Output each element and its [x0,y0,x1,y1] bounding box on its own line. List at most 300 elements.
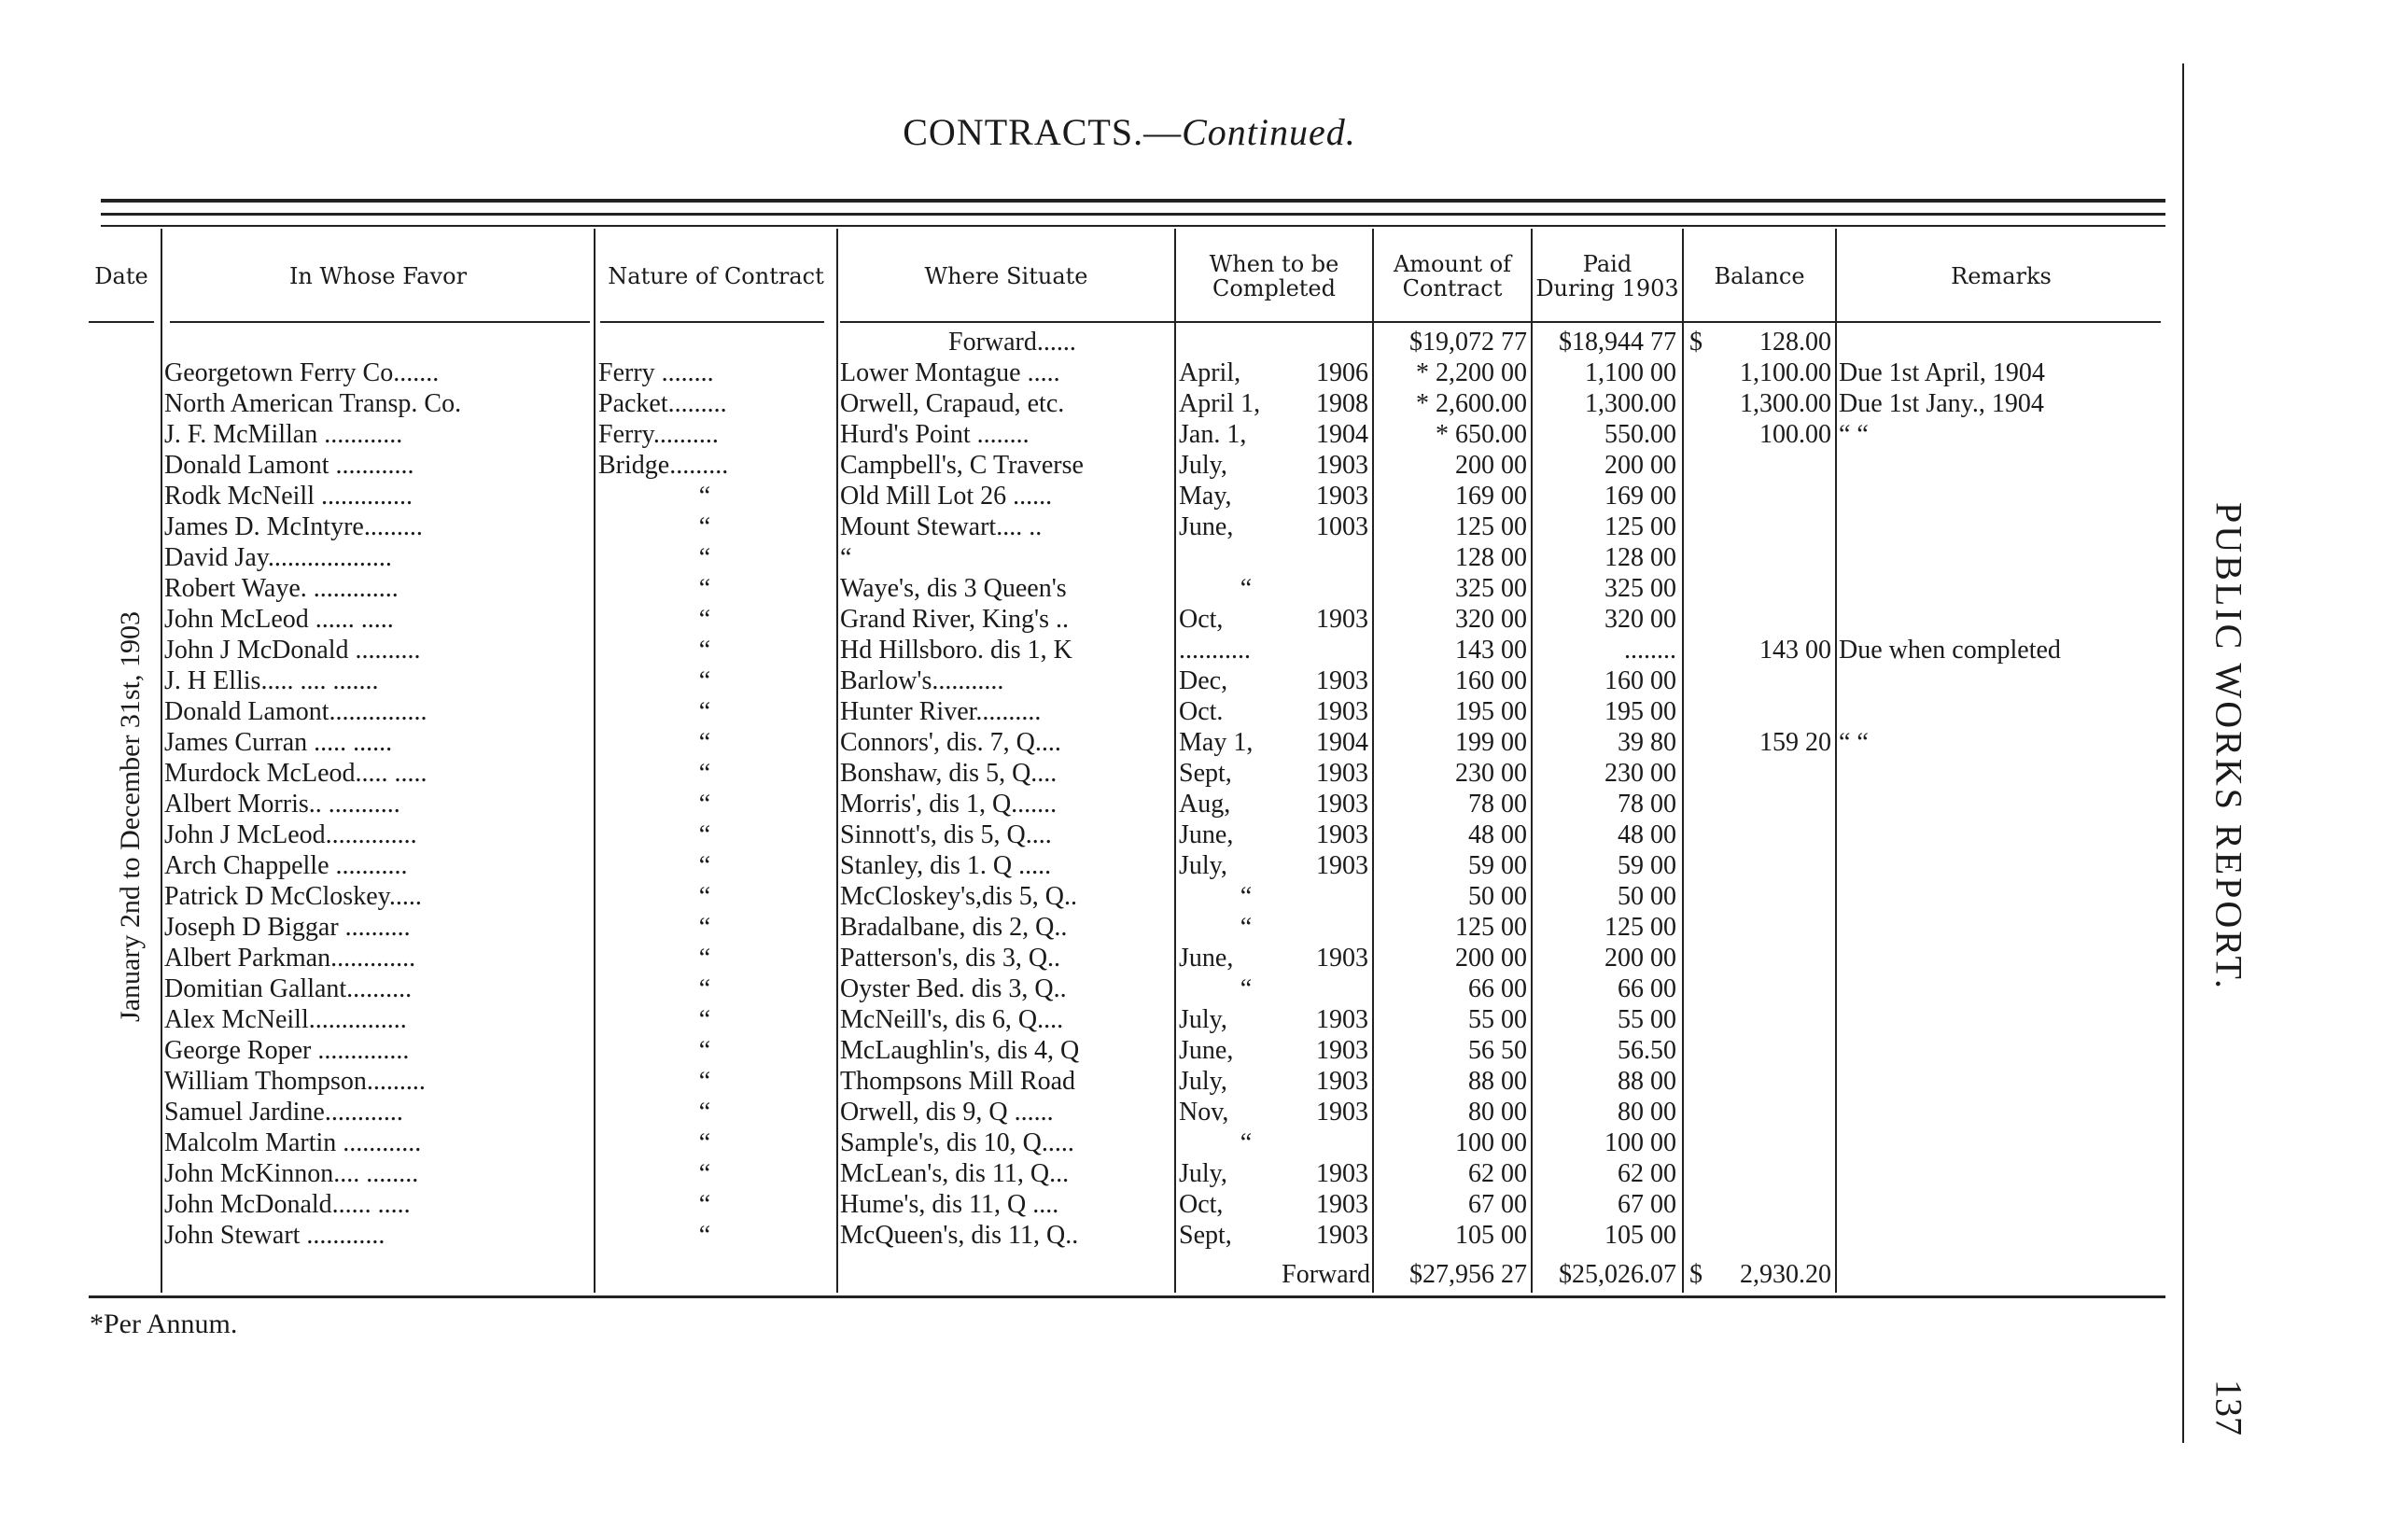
cell-where: “ [840,543,852,572]
cell-balance [1684,819,1831,850]
cell-remarks: Due 1st April, 1904 [1839,358,2045,387]
cell-balance [1684,1097,1831,1127]
cell-where: Barlow's........... [840,666,1004,695]
cell-nature: “ [698,759,711,788]
cell-paid: 50 00 [1618,882,1676,911]
cell-amount: 125 00 [1455,913,1527,942]
cell-when-m: May 1, [1179,728,1254,757]
cell-nature: “ [698,1159,711,1188]
forward-top-label: Forward...... [948,328,1076,357]
cell-when-m: “ [1240,882,1253,911]
cell-amount: 66 00 [1468,974,1527,1003]
cell-balance [1684,1158,1831,1189]
cell-when-m: “ [1240,574,1253,603]
cell-paid: 88 00 [1618,1067,1676,1096]
cell-favor: Albert Morris.. ........... [164,790,400,819]
cell-favor: Georgetown Ferry Co....... [164,358,440,387]
header-date: Date [94,263,148,289]
cell-amount: 195 00 [1455,697,1527,726]
cell-nature: “ [698,728,711,757]
cell-when-m: June, [1179,944,1234,973]
cell-when-y [1288,881,1368,912]
cell-paid: 67 00 [1618,1190,1676,1219]
cell-paid: 325 00 [1604,574,1676,603]
cell-when-y [1288,1127,1368,1158]
cell-amount: 230 00 [1455,759,1527,788]
header-underline-date [89,321,154,323]
cell-favor: John J McDonald .......... [164,636,421,665]
cell-balance [1684,973,1831,1004]
cell-amount: * 2,200 00 [1416,358,1527,387]
cell-when-y [1288,573,1368,604]
cell-nature: “ [698,974,711,1003]
cell-amount: 80 00 [1468,1098,1527,1127]
cell-where: Bonshaw, dis 5, Q.... [840,759,1058,788]
cell-paid: 105 00 [1604,1221,1676,1250]
cell-where: Old Mill Lot 26 ...... [840,482,1053,511]
cell-remarks [1839,1220,2162,1251]
cell-remarks: “ “ [1839,420,1869,449]
cell-favor: Murdock McLeod..... ..... [164,759,427,788]
forward-bottom-amount: $27,956 27 [1409,1260,1527,1289]
cell-nature: “ [698,605,711,634]
cell-where: McQueen's, dis 11, Q.. [840,1221,1079,1250]
cell-nature: Packet......... [598,389,727,418]
cell-when-m: Oct, [1179,605,1224,634]
cell-amount: 55 00 [1468,1005,1527,1034]
cell-remarks [1839,696,2162,727]
cell-where: Hume's, dis 11, Q .... [840,1190,1059,1219]
cell-where: Morris', dis 1, Q....... [840,790,1058,819]
page-number: 137 [2207,1379,2250,1435]
cell-remarks [1839,450,2162,481]
cell-balance [1684,789,1831,819]
cell-paid: 200 00 [1604,451,1676,480]
cell-when-y: 1904 [1316,420,1368,449]
cell-when-m: “ [1240,974,1253,1003]
cell-favor: J. F. McMillan ............ [164,420,403,449]
cell-remarks [1839,604,2162,635]
cell-paid: 66 00 [1618,974,1676,1003]
cell-remarks [1839,1004,2162,1035]
header-paid: Paid During 1903 [1535,251,1679,301]
cell-balance [1684,573,1831,604]
cell-nature: “ [698,482,711,511]
cell-nature: “ [698,851,711,880]
cell-where: Bradalbane, dis 2, Q.. [840,913,1068,942]
cell-paid: 125 00 [1604,512,1676,541]
cell-when-y: 1903 [1316,1190,1368,1219]
cell-when-y: 1903 [1316,666,1368,695]
cell-when-y: 1903 [1316,1098,1368,1127]
cell-when-m: June, [1179,1036,1234,1065]
forward-top-balance: 128.00 [1759,328,1831,357]
cell-remarks [1839,1189,2162,1220]
cell-balance [1684,696,1831,727]
cell-balance [1684,511,1831,542]
header-balance: Balance [1714,263,1805,289]
cell-remarks [1839,881,2162,912]
cell-where: Thompsons Mill Road [840,1067,1076,1096]
cell-favor: David Jay................... [164,543,392,572]
cell-when-y: 1903 [1316,944,1368,973]
cell-when-y [1288,912,1368,943]
cell-amount: 125 00 [1455,512,1527,541]
cell-paid: 195 00 [1604,697,1676,726]
cell-paid: 55 00 [1618,1005,1676,1034]
cell-paid: 59 00 [1618,851,1676,880]
cell-where: Hurd's Point ........ [840,420,1030,449]
cell-where: McCloskey's,dis 5, Q.. [840,882,1077,911]
cell-nature: “ [698,1005,711,1034]
cell-where: Sinnott's, dis 5, Q.... [840,820,1052,849]
cell-nature: “ [698,1067,711,1096]
cell-when-y: 1903 [1316,1159,1368,1188]
forward-bottom-balance: 2,930.20 [1740,1260,1831,1289]
header-underline-favor [170,321,590,323]
forward-bottom-paid: $25,026.07 [1559,1260,1676,1289]
cell-remarks [1839,850,2162,881]
forward-top-paid: $18,944 77 [1559,328,1676,357]
header-when: When to be Completed [1209,251,1339,301]
cell-where: Mount Stewart.... .. [840,512,1043,541]
cell-amount: 100 00 [1455,1128,1527,1157]
cell-balance: 143 00 [1759,636,1831,665]
cell-amount: * 2,600.00 [1416,389,1527,418]
forward-top-balance-sign: $ [1689,328,1702,357]
header-underline-nature [600,321,824,323]
cell-remarks: Due when completed [1839,636,2061,665]
cell-when-m: April, [1179,358,1241,387]
cell-balance [1684,1220,1831,1251]
cell-where: Waye's, dis 3 Queen's [840,574,1067,603]
cell-favor: William Thompson......... [164,1067,426,1096]
cell-remarks [1839,1127,2162,1158]
cell-remarks [1839,912,2162,943]
forward-bottom-label: Forward [1282,1260,1370,1289]
cell-when-y: 1903 [1316,1005,1368,1034]
cell-paid: 100 00 [1604,1128,1676,1157]
cell-remarks [1839,542,2162,573]
cell-paid: 62 00 [1618,1159,1676,1188]
cell-where: Patterson's, dis 3, Q.. [840,944,1061,973]
cell-balance: 1,100.00 [1740,358,1831,387]
forward-top-amount: $19,072 77 [1409,328,1527,357]
cell-nature: “ [698,1190,711,1219]
cell-balance [1684,1189,1831,1220]
cell-remarks [1839,511,2162,542]
cell-amount: * 650.00 [1436,420,1527,449]
cell-amount: 56 50 [1468,1036,1527,1065]
cell-when-m: Sept, [1179,759,1232,788]
cell-when-m: July, [1179,1159,1227,1188]
cell-where: Campbell's, C Traverse [840,451,1084,480]
title-continued: Continued. [1182,111,1356,153]
cell-remarks: “ “ [1839,728,1869,757]
cell-where: Orwell, Crapaud, etc. [840,389,1065,418]
cell-when-y [1288,973,1368,1004]
cell-nature: “ [698,1128,711,1157]
cell-paid: ........ [1624,636,1676,665]
cell-balance [1684,850,1831,881]
cell-balance: 159 20 [1759,728,1831,757]
cell-when-m: Dec, [1179,666,1228,695]
cell-when-y: 1903 [1316,697,1368,726]
cell-amount: 59 00 [1468,851,1527,880]
cell-amount: 325 00 [1455,574,1527,603]
cell-when-y: 1906 [1316,358,1368,387]
header-remarks: Remarks [1951,263,2052,289]
cell-amount: 88 00 [1468,1067,1527,1096]
cell-favor: Samuel Jardine............ [164,1098,403,1127]
cell-paid: 1,300.00 [1585,389,1676,418]
cell-nature: “ [698,913,711,942]
cell-nature: Bridge......... [598,451,729,480]
cell-when-y: 1903 [1316,605,1368,634]
header-where: Where Situate [924,263,1088,289]
cell-balance [1684,1035,1831,1066]
cell-nature: “ [698,1036,711,1065]
cell-favor: James D. McIntyre......... [164,512,423,541]
date-range-label: January 2nd to December 31st, 1903 [115,611,146,1022]
cell-where: McLaughlin's, dis 4, Q [840,1036,1080,1065]
cell-nature: “ [698,882,711,911]
cell-paid: 80 00 [1618,1098,1676,1127]
bottom-rule [89,1295,2165,1298]
cell-favor: Joseph D Biggar .......... [164,913,411,942]
cell-paid: 160 00 [1604,666,1676,695]
cell-where: Hunter River.......... [840,697,1042,726]
cell-paid: 78 00 [1618,790,1676,819]
cell-paid: 39 80 [1618,728,1676,757]
cell-when-m: July, [1179,451,1227,480]
cell-amount: 48 00 [1468,820,1527,849]
cell-paid: 320 00 [1604,605,1676,634]
cell-when-m: Sept, [1179,1221,1232,1250]
cell-favor: Donald Lamont ............ [164,451,414,480]
cell-when-y: 1903 [1316,790,1368,819]
cell-paid: 200 00 [1604,944,1676,973]
cell-when-m: July, [1179,851,1227,880]
cell-when-y [1288,542,1368,573]
cell-balance [1684,912,1831,943]
cell-when-y: 1903 [1316,851,1368,880]
cell-when-m: Oct, [1179,1190,1224,1219]
cell-nature: “ [698,697,711,726]
cell-when-y: 1903 [1316,820,1368,849]
cell-nature: “ [698,636,711,665]
cell-remarks [1839,758,2162,789]
cell-when-m: Jan. 1, [1179,420,1247,449]
cell-nature: “ [698,790,711,819]
cell-when-y: 1903 [1316,451,1368,480]
cell-when-m: April 1, [1179,389,1261,418]
cell-where: McNeill's, dis 6, Q.... [840,1005,1064,1034]
cell-amount: 128 00 [1455,543,1527,572]
cell-paid: 48 00 [1618,820,1676,849]
cell-amount: 200 00 [1455,944,1527,973]
cell-when-m: May, [1179,482,1232,511]
cell-nature: “ [698,543,711,572]
cell-balance [1684,758,1831,789]
cell-nature: Ferry.......... [598,420,719,449]
cell-when-m: Nov, [1179,1098,1229,1127]
cell-when-y: 1904 [1316,728,1368,757]
col-rule-8 [1835,229,1837,1293]
cell-where: Hd Hillsboro. dis 1, K [840,636,1072,665]
cell-where: Stanley, dis 1. Q ..... [840,851,1052,880]
cell-favor: John McDonald...... ..... [164,1190,411,1219]
cell-when-m: Aug, [1179,790,1231,819]
cell-balance [1684,604,1831,635]
cell-when-m: “ [1240,1128,1253,1157]
cell-when-y: 1903 [1316,482,1368,511]
cell-favor: John J McLeod.............. [164,820,417,849]
cell-paid: 125 00 [1604,913,1676,942]
cell-favor: John Stewart ............ [164,1221,385,1250]
cell-remarks [1839,573,2162,604]
cell-paid: 56.50 [1618,1036,1676,1065]
cell-amount: 169 00 [1455,482,1527,511]
top-rule-2 [101,213,2165,216]
cell-when-y: 1903 [1316,1067,1368,1096]
cell-paid: 169 00 [1604,482,1676,511]
cell-where: McLean's, dis 11, Q... [840,1159,1070,1188]
cell-where: Orwell, dis 9, Q ...... [840,1098,1054,1127]
cell-remarks [1839,789,2162,819]
cell-favor: Arch Chappelle ........... [164,851,408,880]
title-main: CONTRACTS.— [903,111,1183,153]
cell-favor: John McKinnon.... ........ [164,1159,419,1188]
cell-where: Lower Montague ..... [840,358,1060,387]
cell-balance [1684,450,1831,481]
cell-favor: Albert Parkman............. [164,944,416,973]
cell-amount: 50 00 [1468,882,1527,911]
col-rule-3 [836,229,838,1293]
cell-when-m: Oct. [1179,697,1224,726]
cell-balance [1684,542,1831,573]
cell-when-m: July, [1179,1067,1227,1096]
cell-favor: Rodk McNeill .............. [164,482,413,511]
running-title: PUBLIC WORKS REPORT. [2207,502,2250,991]
cell-when-y: 1908 [1316,389,1368,418]
cell-favor: John McLeod ...... ..... [164,605,394,634]
cell-balance: 100.00 [1759,420,1831,449]
cell-remarks [1839,1066,2162,1097]
cell-nature: Ferry ........ [598,358,714,387]
footnote: *Per Annum. [90,1309,238,1339]
page-title [0,110,2259,154]
cell-amount: 105 00 [1455,1221,1527,1250]
cell-amount: 160 00 [1455,666,1527,695]
cell-balance [1684,481,1831,511]
cell-remarks [1839,1035,2162,1066]
cell-amount: 143 00 [1455,636,1527,665]
cell-paid: 128 00 [1604,543,1676,572]
cell-remarks [1839,1097,2162,1127]
cell-when-y: 1903 [1316,759,1368,788]
col-rule-1 [161,229,162,1293]
cell-amount: 62 00 [1468,1159,1527,1188]
cell-when-m: “ [1240,913,1253,942]
cell-balance [1684,665,1831,696]
cell-favor: North American Transp. Co. [164,389,462,418]
cell-amount: 78 00 [1468,790,1527,819]
cell-when-y: 1003 [1316,512,1368,541]
cell-remarks [1839,1158,2162,1189]
cell-when-y: 1903 [1316,1036,1368,1065]
cell-nature: “ [698,944,711,973]
cell-balance [1684,881,1831,912]
cell-where: Grand River, King's .. [840,605,1069,634]
cell-nature: “ [698,820,711,849]
margin-rule [2182,63,2184,1443]
cell-balance [1684,1127,1831,1158]
cell-when-m: July, [1179,1005,1227,1034]
cell-favor: Malcolm Martin ............ [164,1128,422,1157]
cell-when-m: June, [1179,512,1234,541]
cell-remarks [1839,973,2162,1004]
cell-when-m: June, [1179,820,1234,849]
cell-remarks [1839,665,2162,696]
cell-favor: George Roper .............. [164,1036,410,1065]
cell-balance [1684,1004,1831,1035]
cell-favor: James Curran ..... ...... [164,728,393,757]
cell-nature: “ [698,512,711,541]
cell-when-y [1288,635,1368,665]
header-nature: Nature of Contract [608,263,824,289]
cell-remarks [1839,943,2162,973]
cell-balance: 1,300.00 [1740,389,1831,418]
cell-favor: Donald Lamont............... [164,697,427,726]
cell-paid: 230 00 [1604,759,1676,788]
cell-amount: 199 00 [1455,728,1527,757]
cell-balance [1684,1066,1831,1097]
cell-favor: J. H Ellis..... .... ....... [164,666,379,695]
header-amount: Amount of Contract [1393,251,1512,301]
cell-where: Oyster Bed. dis 3, Q.. [840,974,1067,1003]
header-favor: In Whose Favor [288,263,468,289]
cell-balance [1684,943,1831,973]
cell-favor: Alex McNeill............... [164,1005,407,1034]
cell-nature: “ [698,1221,711,1250]
col-rule-4 [1174,229,1176,1293]
cell-paid: 550.00 [1604,420,1676,449]
cell-amount: 200 00 [1455,451,1527,480]
cell-when-y: 1903 [1316,1221,1368,1250]
cell-where: Sample's, dis 10, Q..... [840,1128,1074,1157]
cell-favor: Patrick D McCloskey..... [164,882,422,911]
cell-remarks: Due 1st Jany., 1904 [1839,389,2044,418]
cell-amount: 320 00 [1455,605,1527,634]
cell-where: Connors', dis. 7, Q.... [840,728,1061,757]
cell-favor: Domitian Gallant.......... [164,974,413,1003]
cell-amount: 67 00 [1468,1190,1527,1219]
cell-nature: “ [698,574,711,603]
cell-paid: 1,100 00 [1585,358,1676,387]
cell-nature: “ [698,1098,711,1127]
header-underline-rest [840,321,2161,323]
col-rule-2 [594,229,596,1293]
forward-bottom-balance-sign: $ [1689,1260,1702,1289]
cell-nature: “ [698,666,711,695]
cell-remarks [1839,481,2162,511]
cell-favor: Robert Waye. ............. [164,574,399,603]
cell-remarks [1839,819,2162,850]
header-rule [101,225,2165,227]
top-rule-1 [101,199,2165,203]
cell-when-m: ........... [1179,636,1251,665]
